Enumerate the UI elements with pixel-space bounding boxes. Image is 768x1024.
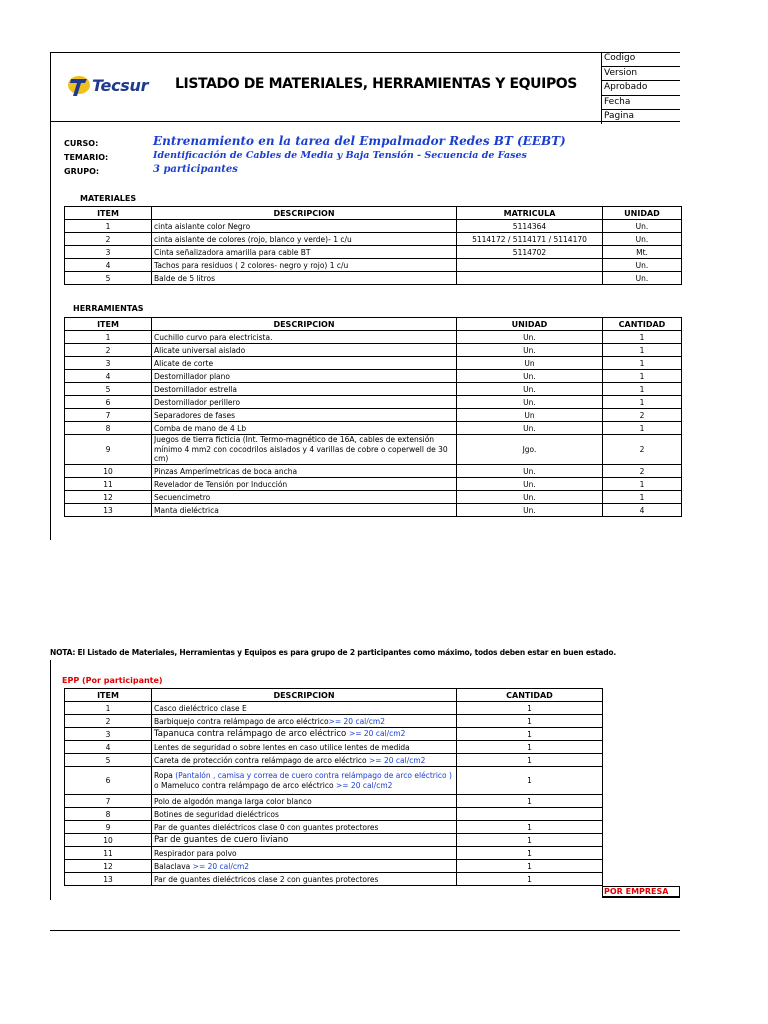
table-row [65,491,682,504]
col-cantidad: CANTIDAD [457,689,603,702]
cantidad-cell: 1 [603,478,682,491]
cantidad-cell: 1 [603,491,682,504]
description-cell: Separadores de fases [152,409,457,422]
description-text: Par de guantes dieléctricos clase 0 con guantes protectores [154,822,379,832]
item-cell: 10 [65,834,152,847]
cantidad-cell: 1 [603,422,682,435]
description-cell: Alicate de corte [152,357,457,370]
meta-codigo: Codigo [601,52,680,67]
footer-divider [50,930,680,931]
item-cell: 13 [65,504,152,517]
grupo-label: GRUPO: [64,167,100,176]
table-row [65,860,603,873]
item-cell: 4 [65,370,152,383]
table-row [65,741,603,754]
cantidad-cell: 1 [457,795,603,808]
unidad-cell: Un. [457,465,603,478]
unidad-cell: Un. [457,344,603,357]
cantidad-cell [457,808,603,821]
cantidad-cell: 4 [603,504,682,517]
materiales-table [64,206,682,285]
unidad-cell: Un. [457,491,603,504]
description-cell [152,821,457,834]
unidad-cell: Jgo. [457,435,603,465]
item-cell: 1 [65,220,152,233]
item-cell: 6 [65,767,152,795]
description-cell [152,873,457,886]
matricula-cell: 5114364 [457,220,603,233]
item-cell: 7 [65,795,152,808]
unidad-cell: Un [457,409,603,422]
unidad-cell: Un. [603,220,682,233]
temario-label: TEMARIO: [64,153,109,162]
description-cell: Pinzas Amperímetricas de boca ancha [152,465,457,478]
table-row [65,465,682,478]
cantidad-cell: 1 [603,357,682,370]
table-row [65,259,682,272]
grupo-value: 3 participantes [153,164,238,175]
unidad-cell: Mt. [603,246,682,259]
unidad-cell: Un. [457,396,603,409]
unidad-cell: Un. [603,272,682,285]
unidad-cell: Un [457,357,603,370]
description-text: Par de guantes de cuero liviano [154,835,289,845]
item-cell: 2 [65,715,152,728]
nota-text: NOTA: El Listado de Materiales, Herramientas y Equipos es para grupo de 2 participantes como máximo, todos deben estar en buen estado. [50,648,617,657]
description-cell [152,847,457,860]
epp-table [64,688,603,886]
table-row [65,808,603,821]
description-cell: Destornillador perillero [152,396,457,409]
table-row [65,821,603,834]
description-text: Lentes de seguridad o sobre lentes en caso utilice lentes de medida [154,742,410,752]
herramientas-title: HERRAMIENTAS [73,304,144,313]
description-cell: Secuencimetro [152,491,457,504]
description-cell: Cinta señalizadora amarilla para cable BT [152,246,457,259]
description-highlight: >= 20 cal/cm2 [348,729,406,738]
description-text: Polo de algodón manga larga color blanco [154,796,312,806]
cantidad-cell: 1 [457,847,603,860]
description-cell [152,728,457,741]
item-cell: 11 [65,847,152,860]
table-row [65,344,682,357]
description-text: Respirador para polvo [154,848,237,858]
description-text: Balaclava [154,861,193,871]
tecsur-logo-icon [66,72,92,98]
table-row [65,795,603,808]
description-highlight: >= 20 cal/cm2 [369,755,426,765]
table-row [65,767,603,795]
description-cell [152,808,457,821]
description-cell: Manta dieléctrica [152,504,457,517]
brand-name: Tecsur [92,76,149,95]
description-highlight: (Pantalón , camisa y correa de cuero contra relámpago de arco eléctrico ) [175,771,452,780]
description-cell: Tachos para residuos ( 2 colores- negro y rojo) 1 c/u [152,259,457,272]
unidad-cell: Un. [457,422,603,435]
meta-version: Version [601,67,680,82]
description-text: Par de guantes dieléctricos clase 2 con guantes protectores [154,874,379,884]
description-cell [152,702,457,715]
description-cell: Alicate universal aislado [152,344,457,357]
left-border-line-2 [50,660,51,900]
description-text: o Mameluco contra relámpago de arco eléctrico [154,780,336,790]
col-item: ITEM [65,207,152,220]
matricula-cell: 5114172 / 5114171 / 5114170 [457,233,603,246]
cantidad-cell: 2 [603,465,682,478]
col-item: ITEM [65,689,152,702]
cantidad-cell: 1 [603,331,682,344]
description-cell: cinta aislante de colores (rojo, blanco y verde)- 1 c/u [152,233,457,246]
table-row [65,478,682,491]
cantidad-cell: 1 [457,754,603,767]
description-cell: Comba de mano de 4 Lb [152,422,457,435]
description-cell: cinta aislante color Negro [152,220,457,233]
table-row [65,702,603,715]
item-cell: 3 [65,728,152,741]
table-row [65,754,603,767]
item-cell: 4 [65,741,152,754]
description-highlight: >= 20 cal/cm2 [335,780,393,790]
col-matricula: MATRICULA [457,207,603,220]
description-cell: Balde de 5 litros [152,272,457,285]
table-row [65,435,682,465]
description-highlight: >= 20 cal/cm2 [328,716,385,726]
por-empresa-tag: POR EMPRESA [602,886,680,898]
table-row [65,847,603,860]
description-text: Ropa [154,771,176,780]
tecsur-logo [66,70,156,100]
item-cell: 2 [65,344,152,357]
item-cell: 3 [65,246,152,259]
table-row [65,272,682,285]
description-highlight: >= 20 cal/cm2 [192,861,250,871]
cantidad-cell: 1 [457,860,603,873]
table-row [65,220,682,233]
item-cell: 5 [65,754,152,767]
table-row [65,834,603,847]
item-cell: 12 [65,860,152,873]
cantidad-cell: 1 [457,728,603,741]
meta-pagina: Pagina [601,110,680,124]
item-cell: 9 [65,821,152,834]
item-cell: 9 [65,435,152,465]
cantidad-cell: 1 [457,873,603,886]
cantidad-cell: 1 [603,370,682,383]
item-cell: 2 [65,233,152,246]
matricula-cell [457,272,603,285]
left-border-line [50,52,51,540]
curso-label: CURSO: [64,139,99,148]
col-unidad: UNIDAD [457,318,603,331]
description-text: Barbiquejo contra relámpago de arco eléctrico [154,716,329,726]
temario-value: Identificación de Cables de Media y Baja Tensión - Secuencia de Fases [153,150,527,161]
item-cell: 6 [65,396,152,409]
description-cell [152,754,457,767]
table-row [65,728,603,741]
item-cell: 5 [65,383,152,396]
table-row [65,370,682,383]
description-cell [152,795,457,808]
cantidad-cell: 1 [457,834,603,847]
table-row [65,383,682,396]
description-cell: Revelador de Tensión por Inducción [152,478,457,491]
cantidad-cell: 1 [457,715,603,728]
description-cell [152,715,457,728]
matricula-cell: 5114702 [457,246,603,259]
item-cell: 7 [65,409,152,422]
col-descripcion: DESCRIPCION [152,318,457,331]
cantidad-cell: 1 [457,702,603,715]
item-cell: 11 [65,478,152,491]
unidad-cell: Un. [603,233,682,246]
table-row [65,873,603,886]
matricula-cell [457,259,603,272]
item-cell: 12 [65,491,152,504]
unidad-cell: Un. [457,478,603,491]
meta-aprobado: Aprobado [601,81,680,96]
cantidad-cell: 1 [457,821,603,834]
col-item: ITEM [65,318,152,331]
description-text: Careta de protección contra relámpago de arco eléctrico [154,755,370,765]
item-cell: 1 [65,331,152,344]
col-descripcion: DESCRIPCION [152,207,457,220]
cantidad-cell: 2 [603,409,682,422]
herramientas-table [64,317,682,517]
table-row [65,233,682,246]
epp-title: EPP (Por participante) [62,676,163,685]
meta-fecha: Fecha [601,96,680,111]
cantidad-cell: 1 [603,396,682,409]
col-cantidad: CANTIDAD [603,318,682,331]
description-cell [152,834,457,847]
description-cell: Juegos de tierra ficticia (Int. Termo-magnético de 16A, cables de extensión mínimo 4 mm2 con cocodrilos aislados y 4 varillas de cobre o coperwell de 30 cm) [152,435,457,465]
item-cell: 13 [65,873,152,886]
unidad-cell: Un. [603,259,682,272]
item-cell: 8 [65,808,152,821]
cantidad-cell: 1 [457,767,603,795]
page-title: LISTADO DE MATERIALES, HERRAMIENTAS Y EQUIPOS [175,76,577,92]
table-row [65,331,682,344]
description-cell: Cuchillo curvo para electricista. [152,331,457,344]
item-cell: 3 [65,357,152,370]
item-cell: 8 [65,422,152,435]
unidad-cell: Un. [457,504,603,517]
table-row [65,715,603,728]
col-unidad: UNIDAD [603,207,682,220]
unidad-cell: Un. [457,383,603,396]
meta-fields [601,52,680,124]
item-cell: 4 [65,259,152,272]
description-cell [152,767,457,795]
curso-value: Entrenamiento en la tarea del Empalmador Redes BT (EEBT) [153,134,566,148]
description-cell: Destornillador plano [152,370,457,383]
table-row [65,504,682,517]
description-cell [152,860,457,873]
item-cell: 5 [65,272,152,285]
table-row [65,422,682,435]
table-row [65,409,682,422]
description-cell [152,741,457,754]
materiales-title: MATERIALES [80,194,137,203]
cantidad-cell: 2 [603,435,682,465]
col-descripcion: DESCRIPCION [152,689,457,702]
description-text: Casco dieléctrico clase E [154,703,247,713]
table-row [65,357,682,370]
table-row [65,246,682,259]
table-row [65,396,682,409]
item-cell: 1 [65,702,152,715]
cantidad-cell: 1 [457,741,603,754]
item-cell: 10 [65,465,152,478]
cantidad-cell: 1 [603,344,682,357]
description-text: Botines de seguridad dieléctricos [154,809,279,819]
description-text: Tapanuca contra relámpago de arco eléctrico [154,729,349,739]
cantidad-cell: 1 [603,383,682,396]
unidad-cell: Un. [457,370,603,383]
unidad-cell: Un. [457,331,603,344]
description-cell: Destornillador estrella [152,383,457,396]
